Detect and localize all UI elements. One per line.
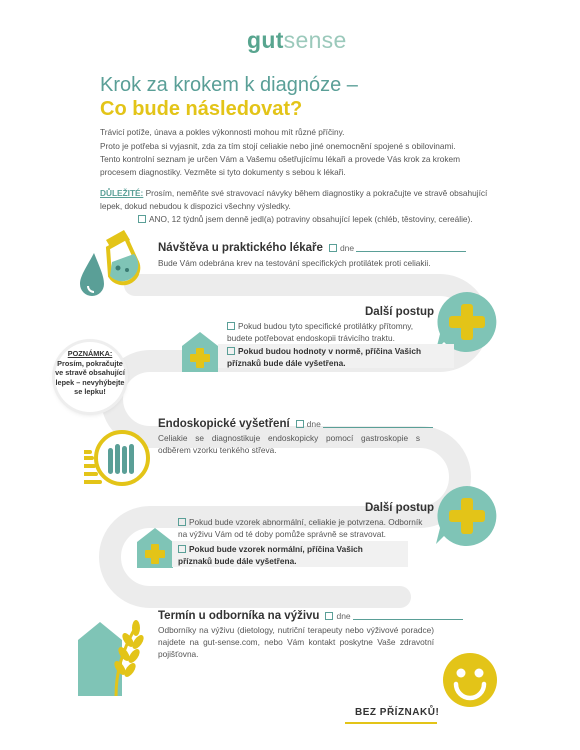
title-line-2: Co bude následovat? <box>100 98 303 120</box>
note-text: Prosím, pokračujte ve stravě obsahující lepek – nevyhýbejte se lepku! <box>55 358 125 396</box>
step2-checkbox[interactable] <box>296 420 304 428</box>
important-label: DŮLEŽITÉ: <box>100 188 144 198</box>
next1-option-1[interactable]: Pokud budou tyto specifické protilátky přítomny, budete potřebovat endoskopii trávicího traktu. <box>227 321 414 343</box>
step1-checkbox[interactable] <box>329 244 337 252</box>
step1-title: Návštěva u praktického lékaře dne <box>158 242 466 254</box>
house-icon <box>135 526 175 568</box>
next1-option-2[interactable]: Pokud budou hodnoty v normě, příčina Vašich příznaků bude dále vyšetřena. <box>227 346 422 368</box>
next2-option-2[interactable]: Pokud bude vzorek normální, příčina Vašich příznaků bude dále vyšetřena. <box>178 544 363 566</box>
intro-text: Trávicí potíže, únava a pokles výkonnosti mohou mít různé příčiny. Proto je potřeba si vyjasnit, zda za tím stojí celiakie nebo jiné onemocnění spojené s obilovinami. Tento kontrolní seznam je určen Vám a Vašemu ošetřujícímu lékaři a provede Vás krok za krokem procesem diagnostiky. Vezměte si tyto dokumenty s sebou k lékaři. <box>100 127 460 177</box>
next1-title: Další postup <box>365 306 435 318</box>
end-label: BEZ PŘÍZNAKŮ! <box>355 707 440 718</box>
gluten-checkbox-row[interactable]: ANO, 12 týdnů jsem denně jedl(a) potraviny obsahující lepek (chléb, těstoviny, cereálie). <box>100 213 495 226</box>
step1-text: Bude Vám odebrána krev na testování specifických protilátek proti celiakii. <box>158 258 431 268</box>
house-icon <box>180 330 220 372</box>
wheat-house-icon <box>76 612 156 697</box>
end-underline <box>345 722 437 724</box>
step3-text: Odborníky na výživu (dietology, nutriční terapeuty nebo výživové poradce) najdete na gut-sense.com, nebo Vám kontakt poskytne Vaše zdravotní pojišťovna. <box>158 625 434 659</box>
note-bubble <box>55 342 125 412</box>
step3-title: Termín u odborníka na výživu dne <box>158 610 463 622</box>
step3-checkbox[interactable] <box>325 612 333 620</box>
important-box <box>100 187 495 226</box>
checkbox[interactable] <box>138 215 146 223</box>
gutsense-logo: gutsense <box>247 27 347 53</box>
date-line[interactable] <box>323 427 433 428</box>
plus-bubble-icon <box>432 484 502 554</box>
note-label: POZNÁMKA: <box>67 349 113 358</box>
page-title <box>100 73 358 121</box>
test-tube-icon <box>72 228 142 308</box>
date-line[interactable] <box>353 619 463 620</box>
step2-text: Celiakie se diagnostikuje endoskopicky pomocí gastroskopie s odběrem vzorku tenkého střeva. <box>158 433 420 455</box>
intestine-villi-icon <box>84 428 164 498</box>
smiley-icon <box>442 652 498 708</box>
next2-option-1[interactable]: Pokud bude vzorek abnormální, celiakie je potvrzena. Odborník na výživu Vám od té doby pomůže správně se stravovat. <box>178 517 423 539</box>
important-text: Prosím, neměňte své stravovací návyky během diagnostiky a pokračujte ve stravě obsahující lepek, dokud nebudou k dispozici všechny výsledky. <box>100 188 488 211</box>
date-line[interactable] <box>356 251 466 252</box>
next2-title: Další postup <box>365 502 435 514</box>
title-line-1: Krok za krokem k diagnóze – <box>100 74 358 96</box>
step2-title: Endoskopické vyšetření dne <box>158 418 433 430</box>
